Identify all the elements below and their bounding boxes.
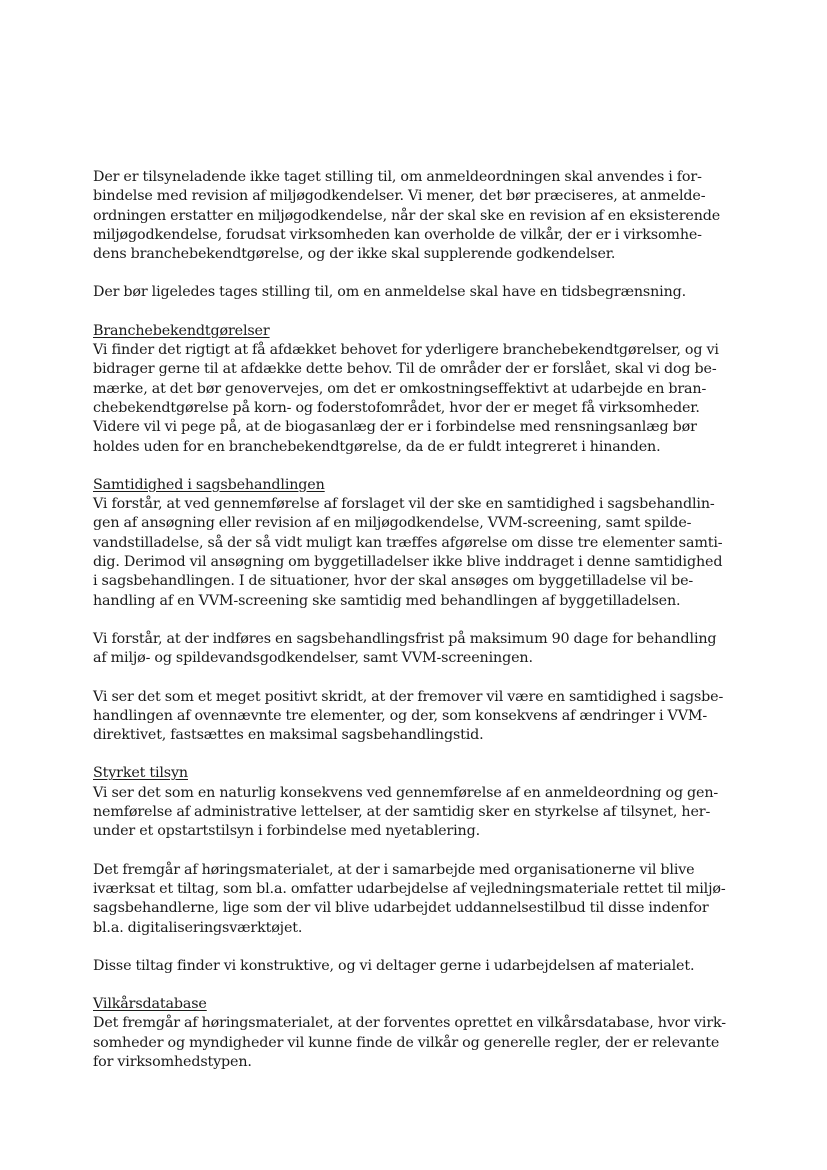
text-line: dens branchebekendtgørelse, og der ikke skal supplerende godkendelser. (93, 246, 616, 263)
document-body (93, 168, 726, 1091)
document-section (93, 168, 721, 303)
paragraph (93, 784, 719, 842)
text-line: miljøgodkendelse, forudsat virksomheden kan overholde de vilkår, der er i virksomhe- (93, 226, 702, 243)
text-line: Vi ser det som en naturlig konsekvens ved gennemførelse af en anmeldeordning og gen- (93, 784, 719, 801)
section-heading: Vilkårsdatabase (93, 996, 207, 1013)
text-line: nemførelse af administrative lettelser, at der samtidig sker en styrkelse af tilsynet, her- (93, 804, 711, 821)
text-line: vandstilladelse, så der så vidt muligt kan træffes afgørelse om disse tre elementer samti- (93, 534, 723, 551)
text-line: i sagsbehandlingen. I de situationer, hvor der skal ansøges om byggetilladelse vil be- (93, 573, 694, 590)
paragraph (93, 861, 726, 938)
text-line: iværksat et tiltag, som bl.a. omfatter udarbejdelse af vejledningsmateriale rettet til miljø- (93, 880, 726, 897)
text-line: sagsbehandlerne, lige som der vil blive udarbejdet uddannelsestilbud til disse indenfor (93, 900, 709, 917)
paragraph (93, 283, 698, 302)
text-line: bidrager gerne til at afdække dette behov. Til de områder der er forslået, skal vi dog be- (93, 361, 717, 378)
section-heading: Samtidighed i sagsbehandlingen (93, 476, 325, 493)
paragraph (93, 688, 724, 746)
text-line: direktivet, fastsættes en maksimal sagsbehandlingstid. (93, 727, 484, 744)
paragraph (93, 341, 719, 457)
text-line: mærke, at det bør genovervejes, om det er omkostningseffektivt at udarbejde en bran- (93, 380, 707, 397)
text-line: bindelse med revision af miljøgodkendelser. Vi mener, det bør præciseres, at anmelde- (93, 188, 706, 205)
text-line: under et opstartstilsyn i forbindelse med nyetablering. (93, 823, 480, 840)
text-line: dig. Derimod vil ansøgning om byggetilladelser ikke blive inddraget i denne samtidighed (93, 554, 723, 571)
text-line: Vi forstår, at ved gennemførelse af forslaget vil der ske en samtidighed i sagsbehandlin- (93, 496, 715, 513)
text-line: holdes uden for en branchebekendtgørelse, da de er fuldt integreret i hinanden. (93, 438, 661, 455)
text-line: Det fremgår af høringsmaterialet, at der forventes oprettet en vilkårsdatabase, hvor virk- (93, 1015, 726, 1032)
document-section (93, 322, 719, 457)
text-line: chebekendtgørelse på korn- og foderstofområdet, hvor der er meget få virksomheder. (93, 399, 700, 416)
text-line: Vi ser det som et meget positivt skridt, at der fremover vil være en samtidighed i sagsbe- (93, 688, 724, 705)
text-line: gen af ansøgning eller revision af en miljøgodkendelse, VVM-screening, samt spilde- (93, 515, 692, 532)
section-heading: Branchebekendtgørelser (93, 322, 270, 339)
text-line: Videre vil vi pege på, at de biogasanlæg der er i forbindelse med rensningsanlæg bør (93, 419, 697, 436)
document-section (93, 476, 724, 746)
paragraph (93, 1014, 726, 1072)
text-line: ordningen erstatter en miljøgodkendelse, når der skal ske en revision af en eksisterende (93, 207, 721, 224)
text-line: handlingen af ovennævnte tre elementer, og der, som konsekvens af ændringer i VVM- (93, 707, 708, 724)
text-line: handling af en VVM-screening ske samtidig med behandlingen af byggetilladelsen. (93, 592, 681, 609)
text-line: Vi finder det rigtigt at få afdækket behovet for yderligere branchebekendtgørelser, og vi (93, 342, 719, 359)
text-line: Disse tiltag finder vi konstruktive, og vi deltager gerne i udarbejdelsen af materialet. (93, 957, 695, 974)
text-line: Der er tilsyneladende ikke taget stilling til, om anmeldeordningen skal anvendes i for- (93, 169, 702, 185)
text-line: for virksomhedstypen. (93, 1053, 252, 1070)
paragraph (93, 630, 717, 669)
section-heading: Styrket tilsyn (93, 765, 188, 782)
text-line: Der bør ligeledes tages stilling til, om en anmeldelse skal have en tidsbegrænsning. (93, 284, 687, 301)
paragraph (93, 168, 721, 264)
text-line: Det fremgår af høringsmaterialet, at der i samarbejde med organisationerne vil blive (93, 861, 695, 878)
text-line: somheder og myndigheder vil kunne finde de vilkår og generelle regler, der er relevante (93, 1034, 720, 1051)
text-line: bl.a. digitaliseringsværktøjet. (93, 919, 303, 936)
paragraph (93, 495, 723, 611)
text-line: Vi forstår, at der indføres en sagsbehandlingsfrist på maksimum 90 dage for behandling (93, 630, 717, 647)
text-line: af miljø- og spildevandsgodkendelser, samt VVM-screeningen. (93, 650, 533, 667)
document-section (93, 995, 726, 1072)
document-section (93, 764, 726, 976)
paragraph (93, 957, 698, 976)
